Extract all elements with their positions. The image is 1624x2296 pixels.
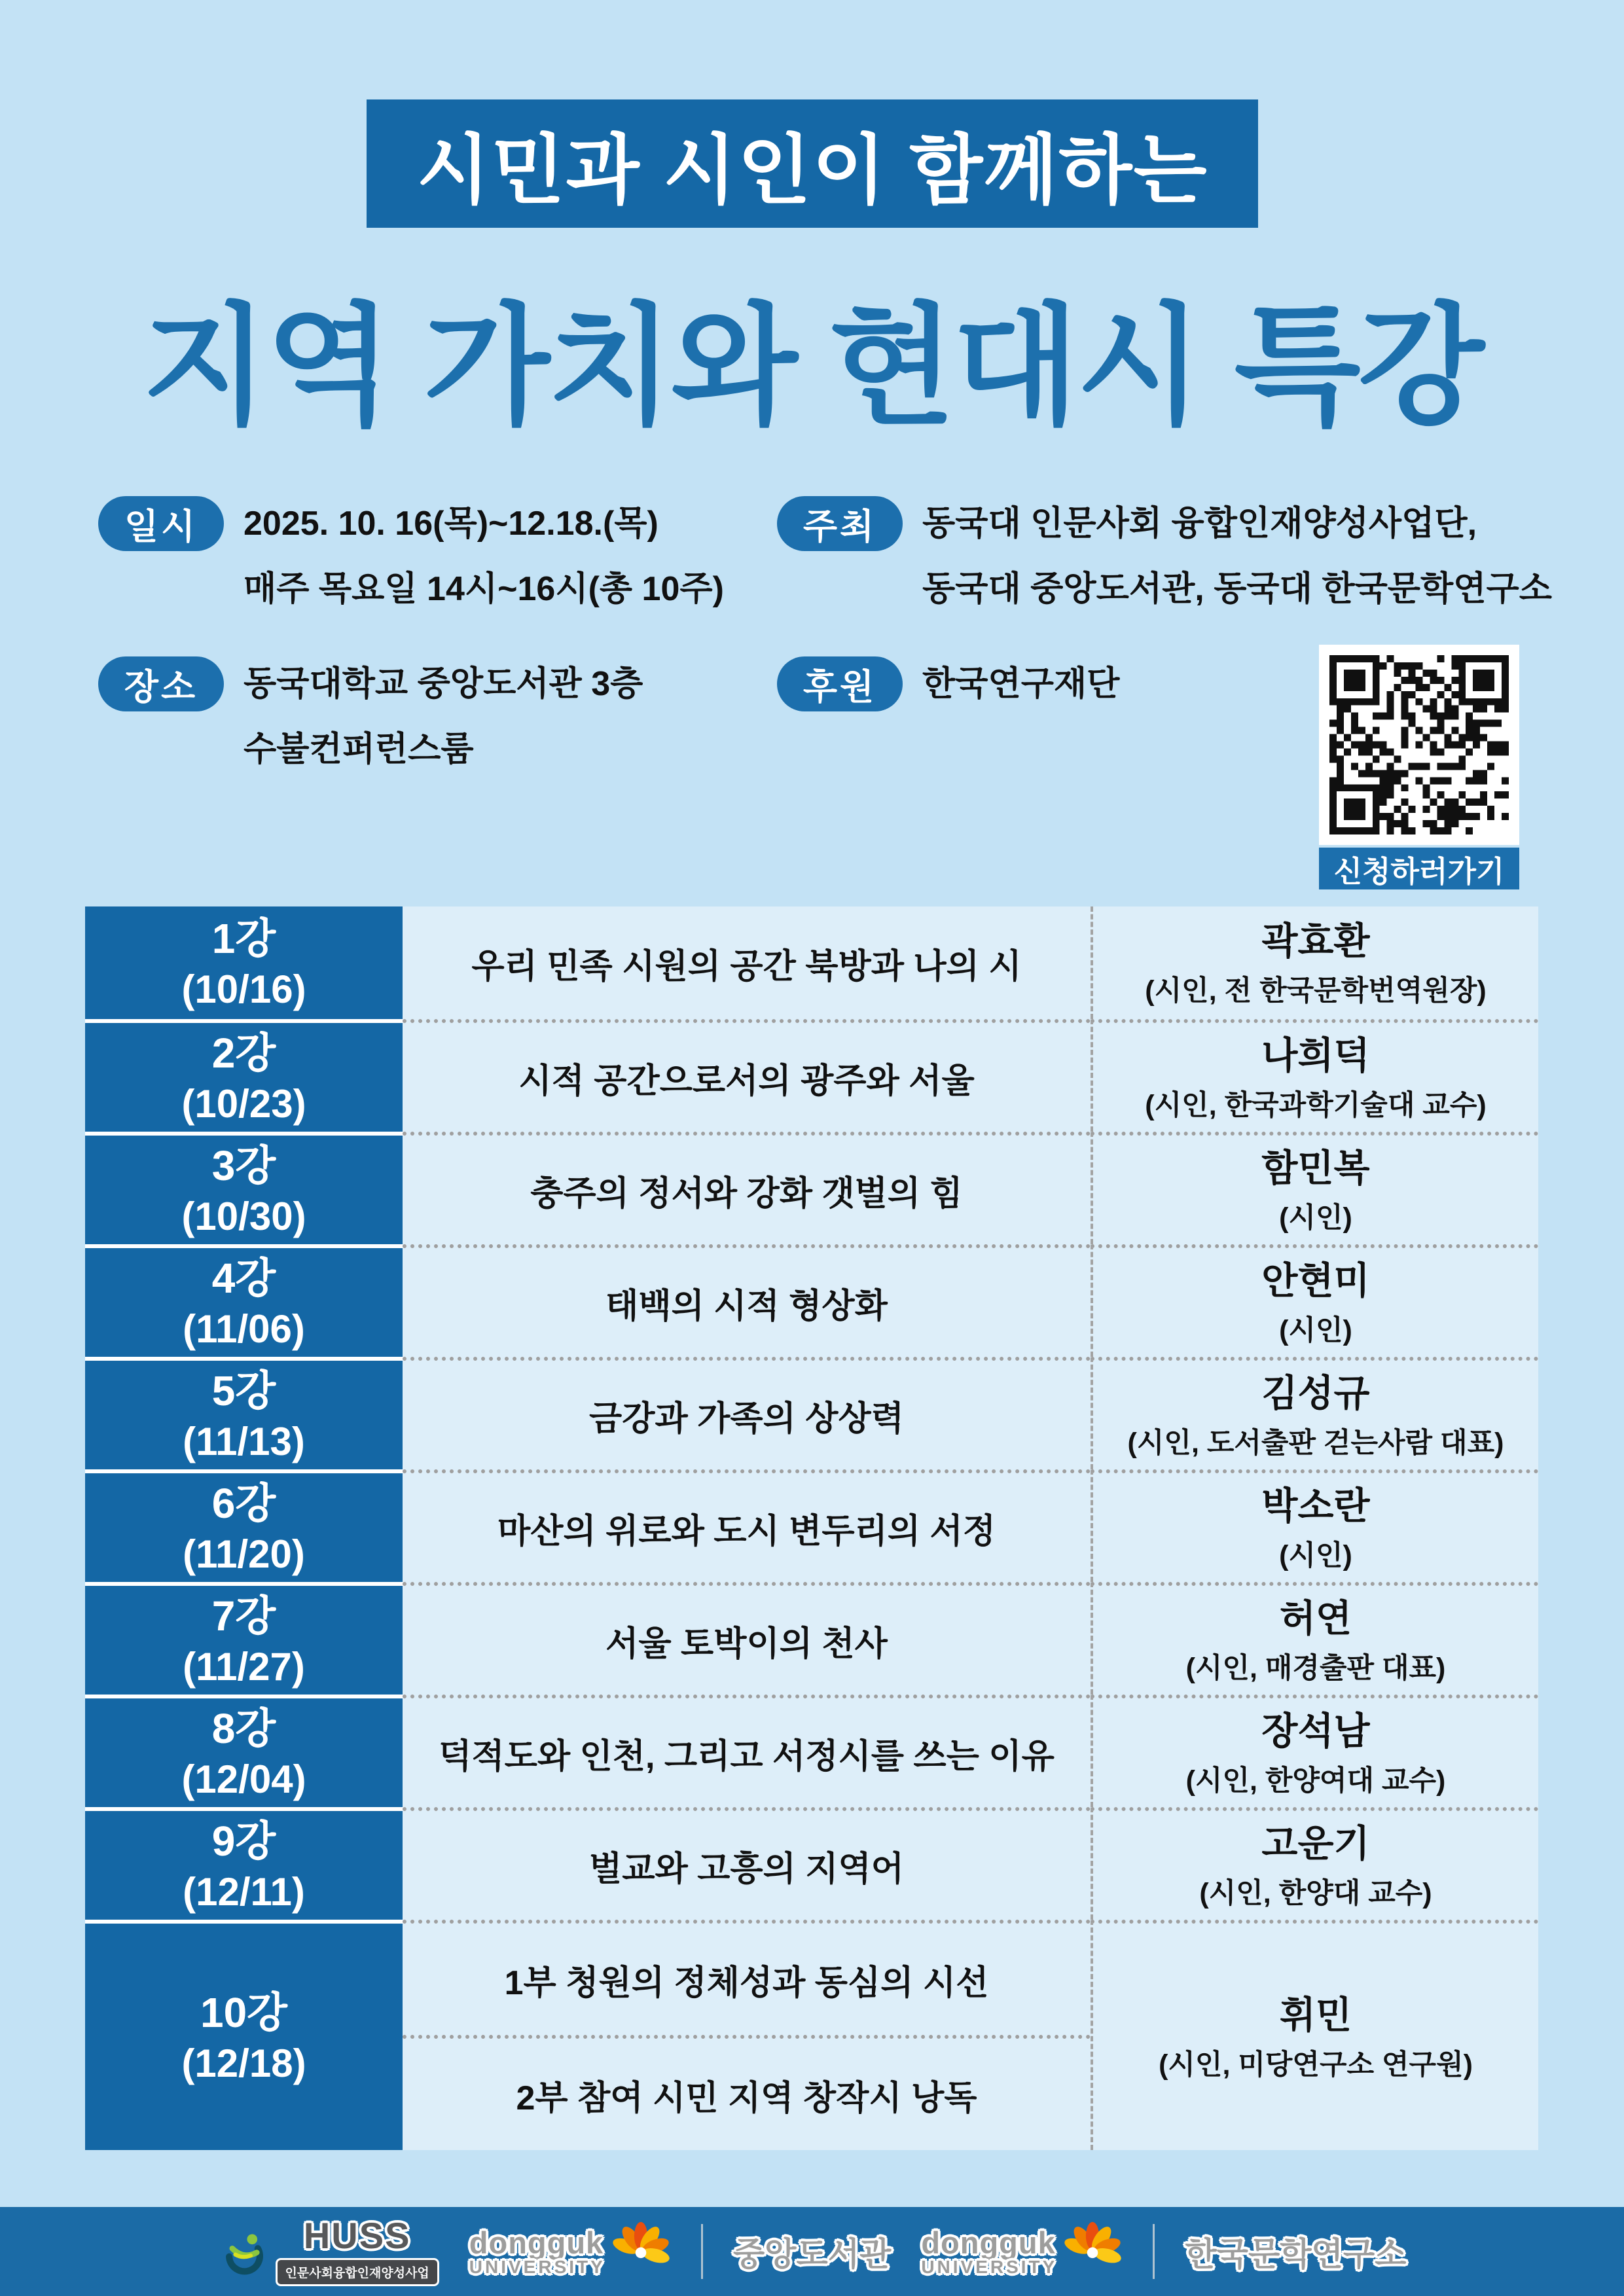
lecturer-affiliation: (시인, 매경출판 대표) [1185, 1652, 1446, 1684]
lecturer-name: 함민복 [1261, 1147, 1370, 1189]
session-date: (11/06) [183, 1306, 305, 1351]
lecturer-affiliation: (시인, 전 한국문학번역원장) [1145, 975, 1487, 1007]
session-number: 3강 [211, 1141, 276, 1189]
session-date: (10/16) [181, 967, 306, 1011]
host-badge: 주최 [777, 496, 903, 551]
datetime-text [244, 491, 724, 622]
sponsor-text [922, 651, 1119, 717]
table-row [85, 1244, 1538, 1357]
session-cell [85, 906, 403, 1019]
org-institute: 한국문학연구소 [1185, 2236, 1407, 2272]
lecturer-cell [1091, 1469, 1538, 1582]
topic-cell: 우리 민족 시원의 공간 북방과 나의 시 [403, 906, 1091, 1019]
dongguk-wordmark [469, 2227, 605, 2276]
lecturer-name: 안현미 [1261, 1260, 1370, 1302]
dongguk-name: dongguk [921, 2225, 1056, 2260]
huss-subtitle: 인문사회융합인재양성사업 [276, 2258, 439, 2286]
banner-text: 시민과 시인이 함께하는 [416, 127, 1208, 213]
huss-text [276, 2214, 439, 2286]
lecturer-cell [1091, 1244, 1538, 1357]
venue-line2: 수불컨퍼런스룸 [244, 730, 474, 768]
host-line1: 동국대 인문사회 융합인재양성사업단, [922, 505, 1477, 543]
footer-divider [701, 2224, 703, 2279]
table-row [85, 1469, 1538, 1582]
table-row [85, 1582, 1538, 1695]
topic-cell: 충주의 정서와 강화 갯벌의 힘 [403, 1132, 1091, 1244]
session-date: (12/18) [181, 2041, 306, 2085]
table-row [85, 1132, 1538, 1244]
session-cell [85, 1019, 403, 1132]
lecturer-cell [1091, 1019, 1538, 1132]
table-row [85, 1807, 1538, 1920]
lecturer-affiliation: (시인, 미당연구소 연구원) [1159, 2049, 1473, 2081]
lecturer-name: 곽효환 [1261, 920, 1370, 962]
session-cell [85, 1695, 403, 1807]
topic-part2: 2부 참여 시민 지역 창작시 낭독 [403, 2035, 1091, 2150]
session-number: 1강 [211, 914, 276, 962]
lotus-flower-icon [1062, 2221, 1123, 2282]
lecturer-affiliation: (시인, 한양대 교수) [1199, 1877, 1432, 1909]
huss-name: HUSS [303, 2214, 411, 2256]
topic-cell: 벌교와 고흥의 지역어 [403, 1807, 1091, 1920]
session-cell [85, 1582, 403, 1695]
session-cell [85, 1244, 403, 1357]
session-cell [85, 1807, 403, 1920]
venue-line1: 동국대학교 중앙도서관 3층 [244, 665, 643, 703]
session-date: (11/27) [183, 1644, 305, 1689]
footer-bar [0, 2207, 1624, 2296]
lotus-flower-icon [611, 2221, 671, 2282]
lecturer-cell [1091, 1695, 1538, 1807]
topic-cell: 금강과 가족의 상상력 [403, 1357, 1091, 1469]
session-date: (11/20) [183, 1532, 305, 1576]
table-row [85, 1357, 1538, 1469]
lecturer-affiliation: (시인) [1279, 1202, 1352, 1234]
topic-part1: 1부 청원의 정체성과 동심의 시선 [504, 1964, 989, 2002]
venue-text [244, 651, 643, 782]
qr-code-icon [1329, 655, 1509, 834]
lecturer-cell [1091, 1807, 1538, 1920]
topic-cell: 서울 토박이의 천사 [403, 1582, 1091, 1695]
dongguk-wordmark [921, 2227, 1057, 2276]
session-cell [85, 1469, 403, 1582]
qr-code[interactable] [1319, 645, 1519, 845]
session-number: 2강 [211, 1029, 276, 1077]
lecturer-cell [1091, 1582, 1538, 1695]
lecturer-cell [1091, 1132, 1538, 1244]
lecturer-name: 고운기 [1261, 1823, 1370, 1865]
info-datetime [98, 491, 724, 622]
session-date: (10/30) [181, 1194, 306, 1238]
info-sponsor [777, 651, 1119, 717]
topic-cell-split [403, 1920, 1091, 2150]
lecturer-affiliation: (시인, 한국과학기술대 교수) [1145, 1089, 1487, 1121]
topic-cell: 시적 공간으로서의 광주와 서울 [403, 1019, 1091, 1132]
session-number: 8강 [211, 1704, 276, 1752]
qr-unit [1319, 645, 1519, 889]
session-number: 7강 [211, 1592, 276, 1640]
session-number: 6강 [211, 1479, 276, 1527]
lecturer-affiliation: (시인, 한양여대 교수) [1185, 1765, 1446, 1797]
page-title: 지역 가치와 현대시 특강 [142, 294, 1482, 440]
banner-strip [367, 99, 1258, 228]
info-venue [98, 651, 643, 782]
lecturer-affiliation: (시인) [1279, 1539, 1352, 1571]
topic-cell: 덕적도와 인천, 그리고 서정시를 쓰는 이유 [403, 1695, 1091, 1807]
table-row [85, 1695, 1538, 1807]
dongguk-university: UNIVERSITY [469, 2256, 605, 2277]
lecturer-name: 허연 [1279, 1598, 1352, 1640]
venue-badge: 장소 [98, 656, 224, 711]
lecturer-cell [1091, 906, 1538, 1019]
session-number: 4강 [211, 1254, 276, 1302]
table-row-final [85, 1920, 1538, 2150]
session-date: (12/11) [183, 1869, 305, 1914]
schedule-table [85, 906, 1538, 2150]
sponsor-line1: 한국연구재단 [922, 665, 1120, 703]
lecturer-cell [1091, 1920, 1538, 2150]
lecturer-affiliation: (시인, 도서출판 걷는사람 대표) [1127, 1427, 1504, 1459]
dongguk-name: dongguk [469, 2225, 604, 2260]
lecturer-cell [1091, 1357, 1538, 1469]
topic-cell: 마산의 위로와 도시 변두리의 서정 [403, 1469, 1091, 1582]
lecturer-name: 장석남 [1261, 1710, 1370, 1752]
dongguk-university: UNIVERSITY [921, 2256, 1058, 2277]
topic-cell: 태백의 시적 형상화 [403, 1244, 1091, 1357]
dongguk-logo-library [469, 2221, 671, 2282]
footer-divider [1153, 2224, 1155, 2279]
host-text [922, 491, 1552, 622]
datetime-line1: 2025. 10. 16(목)~12.18.(목) [244, 505, 659, 543]
lecturer-name: 박소란 [1261, 1485, 1370, 1527]
info-host [777, 491, 1552, 622]
session-cell [85, 1357, 403, 1469]
huss-logo [218, 2214, 439, 2286]
lecturer-name: 김성규 [1261, 1372, 1370, 1414]
lecturer-name: 휘민 [1279, 1994, 1352, 2036]
session-number: 5강 [211, 1367, 276, 1414]
apply-button[interactable]: 신청하러가기 [1319, 848, 1519, 889]
host-line2: 동국대 중앙도서관, 동국대 한국문학연구소 [922, 570, 1552, 608]
lecturer-name: 나희덕 [1261, 1035, 1370, 1077]
org-library: 중앙도서관 [732, 2236, 892, 2272]
session-cell [85, 1132, 403, 1244]
sponsor-badge: 후원 [777, 656, 903, 711]
session-date: (11/13) [183, 1419, 305, 1463]
datetime-badge: 일시 [98, 496, 224, 551]
session-cell [85, 1920, 403, 2150]
session-number: 10강 [200, 1988, 287, 2036]
table-row [85, 906, 1538, 1019]
session-date: (12/04) [181, 1757, 306, 1801]
dongguk-logo-institute [921, 2221, 1123, 2282]
datetime-line2: 매주 목요일 14시~16시(총 10주) [244, 570, 724, 608]
session-date: (10/23) [181, 1081, 306, 1126]
session-number: 9강 [211, 1817, 276, 1865]
table-row [85, 1019, 1538, 1132]
lecturer-affiliation: (시인) [1279, 1314, 1352, 1346]
huss-icon [218, 2226, 269, 2277]
